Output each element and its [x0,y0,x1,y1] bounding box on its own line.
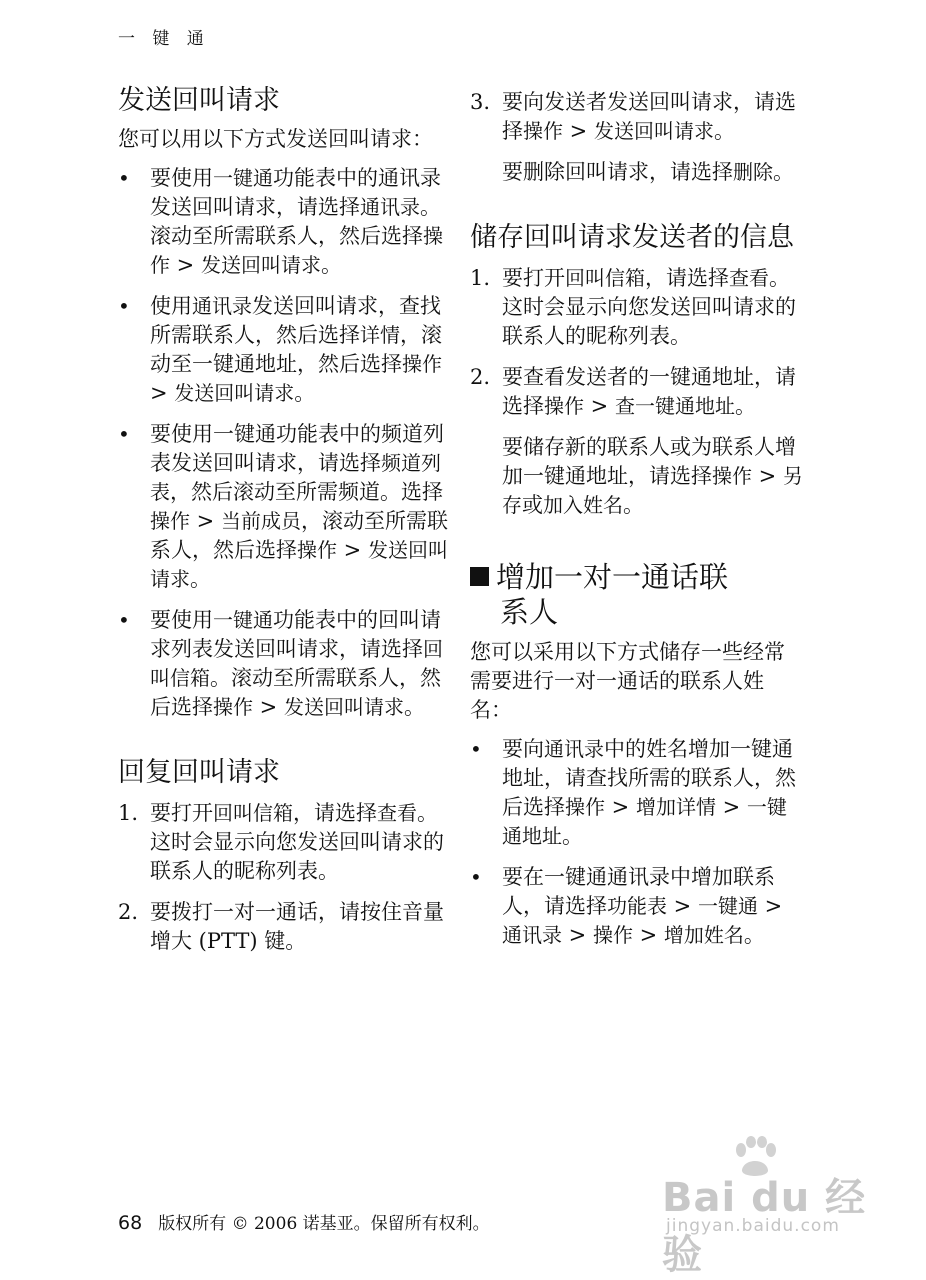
menu-keyword: 一键通 [213,166,273,190]
text-run: 要打开 [150,801,213,825]
menu-keyword: 操作 [150,509,190,533]
menu-keyword: 加入姓名 [543,493,623,517]
list-item [118,164,448,280]
menu-keyword: 通讯录 [360,195,420,219]
text-run: 要向 [502,737,544,761]
text-run: 发送回叫请求，查找所需联系人，然后选择 [150,294,441,347]
text-run: > [715,795,747,819]
text-run: ，滚动至所需联系人，然后选择 [150,509,448,562]
text-run: 要删除回叫请求，请选择 [502,160,733,184]
menu-keyword: 通讯录 [544,737,604,761]
text-run: 要拨打一对一通话，请按住音量增大 (PTT) 键。 [150,900,444,953]
step-number: 2. [470,365,491,389]
text-run: 。这时会显示向您发送回叫请求的联系人的昵称列表。 [150,801,444,883]
text-run: > [190,509,221,533]
text-run: > [605,795,636,819]
text-run: > [584,394,615,418]
text-run: 。这时会显示向您发送回叫请求的联系人的昵称列表。 [502,266,796,348]
text-run: 要查看发送者的一键通地址，请选择 [502,365,796,418]
bullet-list [118,164,448,722]
menu-keyword: 发送回叫请求 [200,253,321,277]
menu-keyword: 通讯录 [502,923,562,947]
text-run: 要在一键通通讯录中增加联系人，请选择 [502,865,775,918]
menu-keyword: 发送回叫请求 [593,119,714,143]
text-run: 。 [190,567,211,591]
text-run: 中的姓名增加一键通地址，请查找所需的联系人，然后选择 [502,737,796,819]
menu-keyword: 操作 [213,695,253,719]
menu-keyword: 一键通 [213,608,273,632]
text-run: 。 [403,695,425,719]
text-run: 。 [294,381,316,405]
menu-keyword: 一键通 [697,894,758,918]
text-run: > [752,464,783,488]
list-item [118,606,448,722]
menu-keyword: 功能表 [607,894,667,918]
menu-keyword: 另存 [502,464,803,517]
section-heading-reply-callback: 回复回叫请求 [118,757,280,788]
section-square-icon [470,567,489,586]
list-item [118,898,448,956]
watermark-logo: Bai du 经验 [662,1175,867,1278]
menu-keyword: 操作 [523,119,563,143]
text-run: ，然后滚动至所需频道。选择 [170,480,443,504]
menu-keyword: 发送回叫请求 [283,695,404,719]
list-item [118,292,448,408]
text-run: ，请选择 [293,801,377,825]
menu-keyword: 一键通地址 [502,795,787,848]
right-column [470,84,804,962]
menu-keyword: 删除 [733,160,773,184]
page-number: 68 [118,1212,143,1234]
section-heading-send-callback: 发送回叫请求 [118,85,280,116]
text-run: > [337,538,368,562]
text-run: 或 [522,493,543,517]
text-run: 。 [320,253,342,277]
text-run: > [562,923,593,947]
note-paragraph [470,158,804,187]
menu-keyword: 频道列表 [150,451,441,504]
text-run: 。 [773,160,794,184]
menu-keyword: 操作 [150,224,443,277]
left-column [118,84,448,968]
menu-keyword: 查看 [377,801,417,825]
menu-keyword: 增加详情 [635,795,716,819]
step-number: 3. [470,90,491,114]
list-item [470,88,804,146]
text-run: ，滚动至一键通地址，然后选择 [150,323,442,376]
list-item [118,799,448,886]
list-item [470,735,804,851]
menu-keyword: 回叫信箱 [213,801,293,825]
menu-keyword: 增加姓名 [663,923,744,947]
section-intro: 您可以用以下方式发送回叫请求： [118,127,433,151]
text-run: > [170,253,201,277]
menu-keyword: 查看 [729,266,769,290]
list-item [470,264,804,351]
list-item [470,363,804,421]
menu-keyword: 通讯录 [192,294,252,318]
text-run: > [632,923,664,947]
menu-keyword: 发送回叫请求 [174,381,295,405]
text-run: 要使用 [150,166,213,190]
step-number: 1. [118,801,139,825]
text-run: 要打开 [502,266,565,290]
heading-line-2: 系人 [500,595,559,629]
text-run: > [563,119,594,143]
menu-keyword: 详情 [360,323,400,347]
text-run: 。滚动至所需联系人，然后选择 [150,195,441,248]
text-run: 。 [623,493,644,517]
section-heading-store-sender-info: 储存回叫请求发送者的信息 [470,222,794,253]
note-paragraph [470,433,804,520]
text-run: ，请选择 [645,266,729,290]
menu-keyword: 操作 [592,923,633,947]
text-run: 要使用一键通功能表中的频道列表发送回叫请求，请选择 [150,422,444,475]
text-run: 功能表中的通讯录发送回叫请求，请选择 [150,166,441,219]
menu-keyword: 当前成员 [220,509,301,533]
menu-keyword: 操作 [297,538,337,562]
text-run: 。 [713,119,735,143]
numbered-list [470,264,804,421]
list-item [118,420,448,594]
menu-keyword: 操作 [712,464,752,488]
menu-keyword: 回叫信箱 [565,266,645,290]
watermark-url: jingyan.baidu.com [666,1216,840,1236]
text-run: > [253,695,284,719]
menu-keyword: 回叫信箱 [150,637,443,690]
section-heading-add-contact [470,560,804,630]
list-item [470,863,804,950]
menu-keyword: 操作 [544,394,584,418]
bullet-list [470,735,804,950]
text-run: 要向发送者发送回叫请求，请选择 [502,90,796,143]
menu-keyword: 发送回叫请求 [150,538,448,591]
page-footer [118,1212,490,1235]
text-run: > [667,894,698,918]
text-run: 使用 [150,294,192,318]
section-intro: 您可以采用以下方式储存一些经常需要进行一对一通话的联系人姓名： [470,640,785,722]
text-run: 。 [562,824,583,848]
menu-keyword: 操作 [402,352,442,376]
text-run: > [150,381,175,405]
text-run: 要使用 [150,608,213,632]
text-run: 。 [743,923,765,947]
copyright-notice: 版权所有 © 2006 诺基亚。保留所有权利。 [158,1214,490,1234]
menu-keyword: 查一键通地址 [614,394,735,418]
numbered-list [470,88,804,146]
watermark [656,1136,886,1278]
heading-line-1: 增加一对一通话联 [496,560,729,594]
step-number: 2. [118,900,139,924]
text-run: > [757,894,783,918]
text-run: 。 [734,394,756,418]
text-run: 。滚动至所需联系人，然后选择 [150,666,441,719]
step-number: 1. [470,266,491,290]
menu-keyword: 操作 [565,795,605,819]
running-head: 一 键 通 [118,29,210,49]
text-run: 要储存新的联系人或为联系人增加一键通地址，请选择 [502,435,796,488]
numbered-list [118,799,448,956]
text-run: 功能表中的回叫请求列表发送回叫请求，请选择 [150,608,441,661]
